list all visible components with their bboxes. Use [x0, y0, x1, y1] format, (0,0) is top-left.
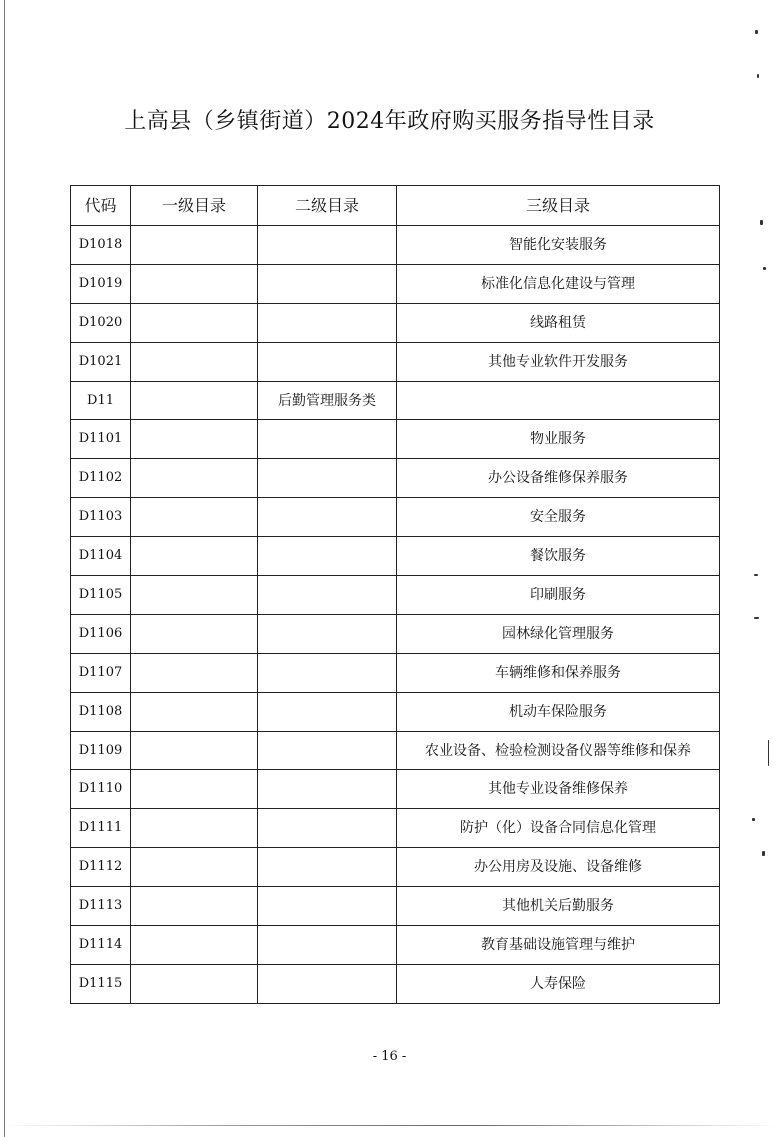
cell-level1	[131, 614, 258, 653]
document-title: 上高县（乡镇街道）2024年政府购买服务指导性目录	[124, 109, 655, 134]
table-row	[71, 887, 720, 926]
table-row	[71, 653, 720, 692]
cell-level3: 物业服务	[397, 420, 720, 459]
table-row	[71, 226, 720, 265]
cell-level3: 智能化安装服务	[397, 226, 720, 265]
cell-code: D1107	[71, 653, 131, 692]
cell-level2	[258, 926, 397, 965]
cell-level3: 安全服务	[397, 498, 720, 537]
cell-level1	[131, 459, 258, 498]
table-row	[71, 964, 720, 1003]
cell-level3: 教育基础设施管理与维护	[397, 926, 720, 965]
cell-level2	[258, 264, 397, 303]
table-header-row	[71, 186, 720, 226]
cell-level2	[258, 576, 397, 615]
page-number: - 16 -	[372, 1049, 407, 1064]
page-left-edge	[4, 0, 5, 1137]
cell-code: D1103	[71, 498, 131, 537]
cell-code: D1111	[71, 809, 131, 848]
cell-level2	[258, 964, 397, 1003]
table-row	[71, 848, 720, 887]
cell-code: D1112	[71, 848, 131, 887]
cell-level1	[131, 926, 258, 965]
cell-level1	[131, 692, 258, 731]
scan-mark	[762, 851, 765, 856]
cell-level1	[131, 537, 258, 576]
table-body	[71, 226, 720, 1004]
table-row	[71, 537, 720, 576]
table-row	[71, 809, 720, 848]
cell-level2	[258, 226, 397, 265]
table-row	[71, 498, 720, 537]
cell-level3: 其他专业软件开发服务	[397, 342, 720, 381]
scan-mark	[760, 220, 763, 225]
cell-level1	[131, 887, 258, 926]
header-level1: 一级目录	[131, 186, 258, 226]
page-bottom-edge	[0, 1125, 779, 1126]
cell-code: D1101	[71, 420, 131, 459]
cell-level2	[258, 498, 397, 537]
scan-mark	[752, 818, 755, 821]
cell-level1	[131, 653, 258, 692]
cell-level2	[258, 653, 397, 692]
table-row	[71, 381, 720, 420]
cell-code: D1114	[71, 926, 131, 965]
table-row	[71, 264, 720, 303]
cell-level1	[131, 576, 258, 615]
table-row	[71, 459, 720, 498]
cell-level3: 机动车保险服务	[397, 692, 720, 731]
cell-level3: 车辆维修和保养服务	[397, 653, 720, 692]
table-row	[71, 303, 720, 342]
header-code: 代码	[71, 186, 131, 226]
cell-level3: 标准化信息化建设与管理	[397, 264, 720, 303]
cell-level3: 其他机关后勤服务	[397, 887, 720, 926]
cell-code: D1021	[71, 342, 131, 381]
cell-code: D1019	[71, 264, 131, 303]
table-row	[71, 731, 720, 770]
cell-code: D11	[71, 381, 131, 420]
service-catalog-table	[70, 185, 720, 1004]
cell-level2	[258, 537, 397, 576]
cell-level3: 防护（化）设备合同信息化管理	[397, 809, 720, 848]
scan-mark	[768, 740, 769, 766]
cell-level2: 后勤管理服务类	[258, 381, 397, 420]
cell-level2	[258, 303, 397, 342]
cell-level2	[258, 342, 397, 381]
cell-level3: 办公用房及设施、设备维修	[397, 848, 720, 887]
cell-level2	[258, 731, 397, 770]
cell-code: D1102	[71, 459, 131, 498]
cell-level3: 餐饮服务	[397, 537, 720, 576]
cell-code: D1113	[71, 887, 131, 926]
cell-code: D1108	[71, 692, 131, 731]
cell-level1	[131, 303, 258, 342]
table-row	[71, 692, 720, 731]
table-row	[71, 926, 720, 965]
cell-level3	[397, 381, 720, 420]
cell-level2	[258, 614, 397, 653]
cell-level1	[131, 342, 258, 381]
cell-level1	[131, 809, 258, 848]
cell-level1	[131, 848, 258, 887]
cell-level3: 人寿保险	[397, 964, 720, 1003]
cell-level1	[131, 731, 258, 770]
cell-code: D1020	[71, 303, 131, 342]
header-level3: 三级目录	[397, 186, 720, 226]
cell-level1	[131, 226, 258, 265]
cell-level2	[258, 770, 397, 809]
cell-level1	[131, 498, 258, 537]
scan-mark	[757, 74, 759, 78]
table-row	[71, 614, 720, 653]
cell-level1	[131, 381, 258, 420]
cell-level1	[131, 770, 258, 809]
cell-level2	[258, 887, 397, 926]
header-level2: 二级目录	[258, 186, 397, 226]
cell-code: D1115	[71, 964, 131, 1003]
table-row	[71, 420, 720, 459]
cell-level2	[258, 809, 397, 848]
scan-mark	[755, 30, 758, 34]
table-row	[71, 770, 720, 809]
cell-code: D1106	[71, 614, 131, 653]
table-row	[71, 342, 720, 381]
cell-code: D1109	[71, 731, 131, 770]
cell-code: D1104	[71, 537, 131, 576]
cell-level3: 农业设备、检验检测设备仪器等维修和保养	[397, 731, 720, 770]
cell-level2	[258, 459, 397, 498]
cell-level2	[258, 420, 397, 459]
cell-code: D1110	[71, 770, 131, 809]
cell-code: D1105	[71, 576, 131, 615]
cell-level1	[131, 964, 258, 1003]
cell-level2	[258, 848, 397, 887]
cell-level3: 园林绿化管理服务	[397, 614, 720, 653]
scan-mark	[754, 574, 758, 576]
cell-level1	[131, 420, 258, 459]
cell-level1	[131, 264, 258, 303]
scan-mark	[754, 617, 759, 619]
scan-mark	[763, 267, 766, 270]
cell-level3: 其他专业设备维修保养	[397, 770, 720, 809]
cell-level3: 印刷服务	[397, 576, 720, 615]
cell-level3: 线路租赁	[397, 303, 720, 342]
cell-level3: 办公设备维修保养服务	[397, 459, 720, 498]
table-row	[71, 576, 720, 615]
cell-level2	[258, 692, 397, 731]
cell-code: D1018	[71, 226, 131, 265]
